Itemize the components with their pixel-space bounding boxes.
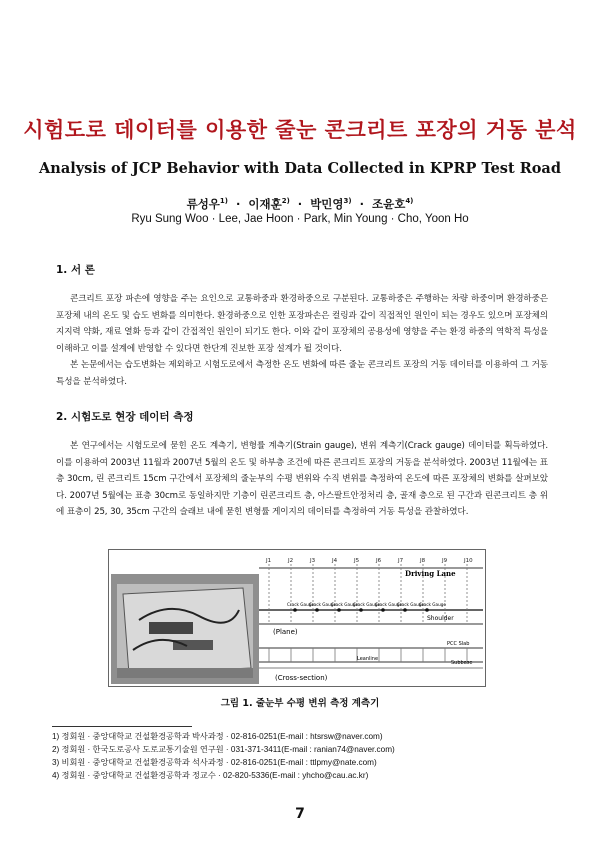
section-2-paragraph-1: 본 연구에서는 시험도로에 묻힌 온도 계측기, 변형률 계측기(Strain gauge), 변위 계측기(Crack gauge) 데이터를 획득하였다. 이를 이용하여 2003년 11월과 2007년 5월의 온도 및 하부층 조건에 따른 콘크리트 포장의 거동을 분석하였다. 2003년 11월에는 표층 30cm, 린 콘크리트 15cm 구간에서 포장체의 줄눈부의 수평 변위와 수직 변위를 측정하여 온도에 따른 포장체의 변화를 살펴보았다. 2007년 5월에는 표층 30cm로 동일하지만 기층이 린콘크리트 층, 아스팔트안정처리 층, 골재 층으로 된 구간과 린콘크리트 층 위에 표층이 25, 30, 35cm 구간의 슬래브 내에 묻힌 변형률 게이지의 데이터를 측정하여 거동 특성을 관찰하였다.	[56, 441, 548, 518]
paper-title-korean: 시험도로 데이터를 이용한 줄눈 콘크리트 포장의 거동 분석	[23, 118, 577, 142]
joint-label: J7	[398, 558, 404, 564]
footnote-3: 3) 비회원 · 중앙대학교 건설환경공학과 석사과정 · 02-816-0251(E-mail : ttlpmy@nate.com)	[52, 758, 377, 767]
author-1: 류성우$^{1)}$	[186, 197, 228, 211]
crack-gauge-marker	[337, 608, 341, 612]
crack-gauge-marker	[425, 608, 429, 612]
footnote-2: 2) 정회원 · 한국도로공사 도로교통기술원 연구원 · 031-371-3411(E-mail : ranian74@naver.com)	[52, 745, 395, 754]
crack-gauge-label: Crack Gauge	[375, 602, 402, 607]
figure-1-caption: 그림 1. 줄눈부 수평 변위 측정 계측기	[220, 698, 380, 709]
crack-gauge-label: Crack Gauge	[397, 602, 424, 607]
crack-gauge-marker	[381, 608, 385, 612]
figure-drawing	[109, 550, 485, 686]
author-2: 이재훈$^{2)}$	[248, 197, 290, 211]
crack-gauge-label: Crack Gauge	[309, 602, 336, 607]
crack-gauge-marker	[403, 608, 407, 612]
footnote-1: 1) 정회원 · 중앙대학교 건설환경공학과 박사과정 · 02-816-0251(E-mail : htsrsw@naver.com)	[52, 732, 383, 741]
crack-gauge-label: Crack Gauge	[331, 602, 358, 607]
section-2-heading: 2. 시험도로 현장 데이터 측정	[56, 411, 194, 423]
plane-label: (Plane)	[273, 628, 298, 636]
crack-gauge-label: Crack Gauge	[419, 602, 446, 607]
leanline-label: Leanline	[357, 656, 379, 662]
author-4: 조윤호$^{4)}$	[371, 197, 414, 211]
section-1-heading: 1. 서 론	[56, 264, 95, 276]
figure-crack-gauge-layout	[108, 549, 486, 687]
subbase-label: Subbase	[451, 660, 473, 666]
joint-label: J3	[310, 558, 316, 564]
pcc-slab-label: PCC Slab	[447, 641, 470, 647]
gauge-photo	[111, 574, 259, 684]
joint-label: J2	[288, 558, 294, 564]
authors-korean: 류성우$^{1)}$ · 이재훈$^{2)}$ · 박민영$^{3)}$ · 조윤호$^{4)}$	[186, 197, 414, 211]
joint-label: J10	[464, 558, 473, 564]
page-number: 7	[295, 806, 305, 822]
crack-gauge-label: Crack Gauge	[287, 602, 314, 607]
joint-label: J8	[420, 558, 426, 564]
joint-label: J9	[442, 558, 448, 564]
joint-label: J1	[266, 558, 272, 564]
crack-gauge-marker	[315, 608, 319, 612]
cross-section-view	[259, 641, 483, 682]
crack-gauge-label: Crack Gauge	[353, 602, 380, 607]
footnotes	[52, 730, 395, 782]
crack-gauge-marker	[359, 608, 363, 612]
cross-section-label: (Cross-section)	[275, 674, 328, 682]
joint-label: J5	[354, 558, 360, 564]
driving-lane-label: Driving Lane	[405, 569, 456, 578]
section-1-paragraph-2: 본 논문에서는 습도변화는 제외하고 시험도로에서 측정한 온도 변화에 따른 줄눈 콘크리트 포장의 거동 데이터를 이용하여 그 거동 특성을 분석하였다.	[56, 360, 548, 387]
joint-label: J6	[376, 558, 382, 564]
paper-title-english: Analysis of JCP Behavior with Data Collected in KPRP Test Road	[39, 160, 561, 177]
authors-english: Ryu Sung Woo · Lee, Jae Hoon · Park, Min Young · Cho, Yoon Ho	[131, 213, 469, 225]
author-3: 박민영$^{3)}$	[310, 197, 352, 211]
footnote-divider	[52, 726, 192, 727]
crack-gauge-marker	[293, 608, 297, 612]
joint-label: J4	[332, 558, 338, 564]
shoulder-label: Shoulder	[427, 615, 454, 622]
section-1-paragraph-1: 콘크리트 포장 파손에 영향을 주는 요인으로 교통하중과 환경하중으로 구분된다. 교통하중은 주행하는 차량 하중이며 환경하중은 포장체 내의 온도 및 습도 변화를 의미한다. 환경하중으로 인한 포장파손은 컬링과 같이 직접적인 원인이 되는 경우도 있으며 포장체의 지지력 약화, 재료 열화 등과 같이 간접적인 원인이 되기도 한다. 이와 같이 포장체의 공용성에 영향을 주는 환경 하중의 역학적 특성을 이해하고 이를 설계에 반영할 수 있다면 한단계 진보한 포장 설계가 될 것이다.	[56, 294, 548, 354]
plane-view	[259, 558, 483, 636]
footnote-4: 4) 정회원 · 중앙대학교 건설환경공학과 정교수 · 02-820-5336(E-mail : yhcho@cau.ac.kr)	[52, 771, 369, 780]
